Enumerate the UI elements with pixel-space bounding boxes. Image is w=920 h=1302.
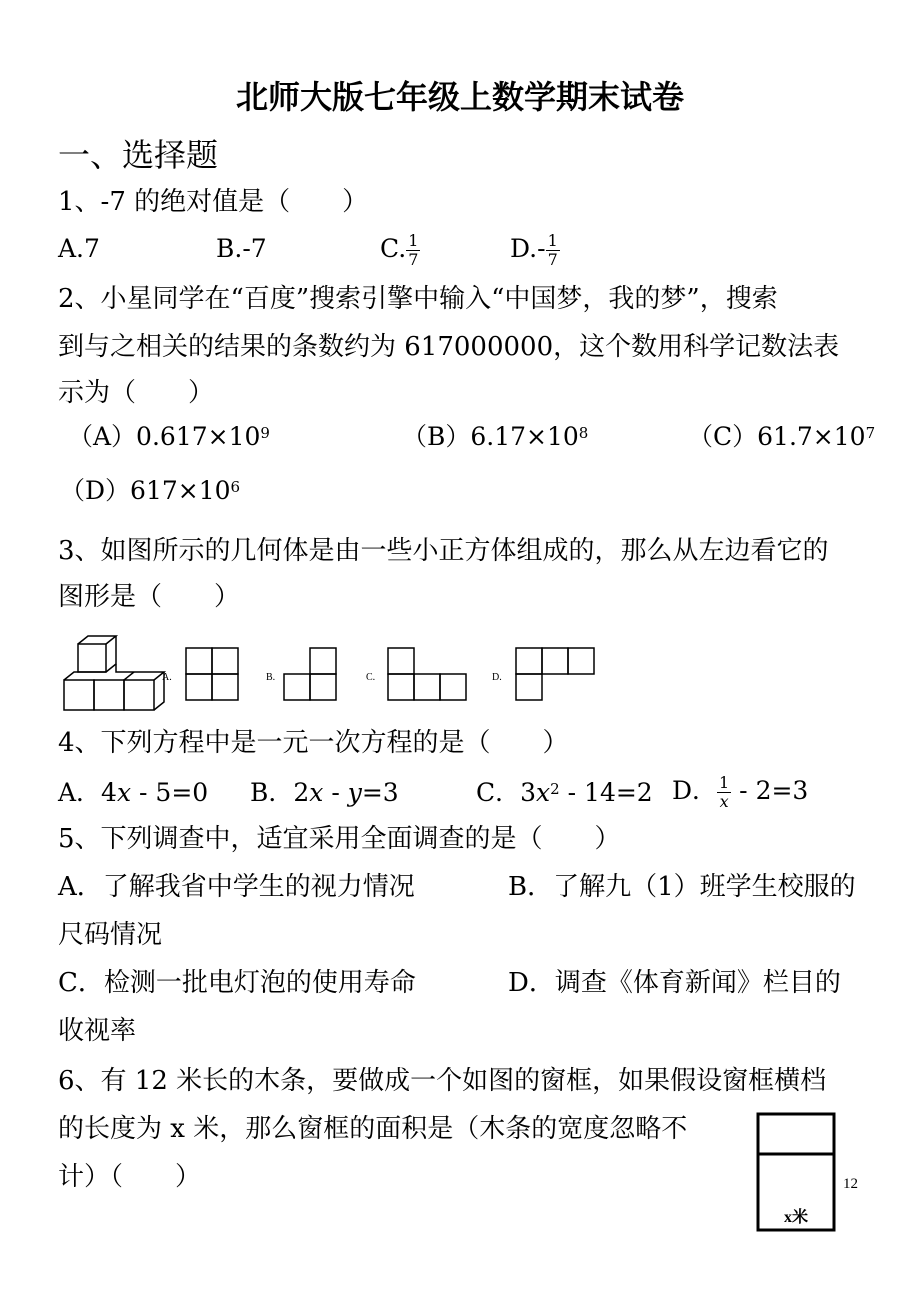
q5-option-c: C．检测一批电灯泡的使用寿命 <box>58 968 416 998</box>
question-2-line-1: 2、小星同学在“百度”搜索引擎中输入“中国梦，我的梦”，搜索 <box>58 284 778 314</box>
q3-label-a: A. <box>162 672 172 683</box>
q3-option-c-figure <box>388 648 466 700</box>
fraction-one-seventh-neg: $\frac{1}{7}$ <box>547 231 558 269</box>
frame-label-x: x米 <box>784 1209 809 1226</box>
question-2-line-3: 示为（ ） <box>58 378 215 408</box>
q5-option-d-cont: 收视率 <box>58 1016 137 1046</box>
question-2-line-2: 到与之相关的结果的条数约为 617000000，这个数用科学记数法表 <box>58 332 840 362</box>
question-6-line-2: 的长度为 x 米，那么窗框的面积是（木条的宽度忽略不 <box>58 1114 688 1144</box>
q5-option-b-cont: 尺码情况 <box>58 920 163 950</box>
q5-option-a: A．了解我省中学生的视力情况 <box>58 872 415 902</box>
q3-option-b-figure <box>284 648 336 700</box>
question-3-line-2: 图形是（ ） <box>58 582 241 612</box>
q3-label-b: B. <box>266 672 276 683</box>
question-6-line-1: 6、有 12 米长的木条，要做成一个如图的窗框，如果假设窗框横档 <box>58 1066 827 1096</box>
question-3-line-1: 3、如图所示的几何体是由一些小正方体组成的，那么从左边看它的 <box>58 536 829 566</box>
q3-option-a-figure <box>186 648 238 700</box>
q2-option-c: $(C)61.7\times 10^7$ <box>688 422 876 451</box>
fraction-one-seventh: $\frac{1}{7}$ <box>408 231 419 269</box>
q4-option-b: B．2x - y=3 <box>250 778 399 807</box>
q4-option-c: C．$3x^2 - 14=2$ <box>476 778 653 807</box>
page-title: 北师大版七年级上数学期末试卷 <box>235 78 684 116</box>
q1-option-c: C. $\frac{1}{7}$ <box>380 231 419 269</box>
question-6-line-3: 计）（ ） <box>58 1162 202 1192</box>
q3-label-c: C. <box>366 672 376 683</box>
q2-option-a: $(A)0.617\times 10^9$ <box>68 422 270 451</box>
q2-option-d: $(D)617\times 10^6$ <box>60 476 241 505</box>
question-5-stem: 5、下列调查中，适宜采用全面调查的是（ ） <box>58 824 621 854</box>
q1-option-a: A.7 <box>58 234 100 263</box>
q3-option-d-figure <box>516 648 594 700</box>
window-frame-figure <box>750 1110 870 1235</box>
fraction-one-over-x: $\frac{1}{x}$ <box>719 773 730 811</box>
q2-option-b: $(B)6.17\times 10^8$ <box>402 422 589 451</box>
question-1-stem: 1、-7 的绝对值是（ ） <box>58 187 369 217</box>
question-4-stem: 4、下列方程中是一元一次方程的是（ ） <box>58 728 569 758</box>
cube-solid-figure <box>64 636 164 710</box>
q4-option-a: A．4x - 5=0 <box>58 778 209 807</box>
frame-label-12: 12 <box>843 1176 858 1192</box>
q3-figures <box>58 632 618 716</box>
section-heading: 一、选择题 <box>58 136 219 174</box>
q4-option-d: D． $\frac{1}{x}$ - 2=3 <box>672 773 809 811</box>
q3-label-d: D. <box>492 672 502 683</box>
q5-option-d: D．调查《体育新闻》栏目的 <box>508 968 841 998</box>
q1-option-d: D.- $\frac{1}{7}$ <box>510 231 558 269</box>
q1-option-b: B.-7 <box>216 234 267 263</box>
q5-option-b: B．了解九（1）班学生校服的 <box>508 872 856 902</box>
